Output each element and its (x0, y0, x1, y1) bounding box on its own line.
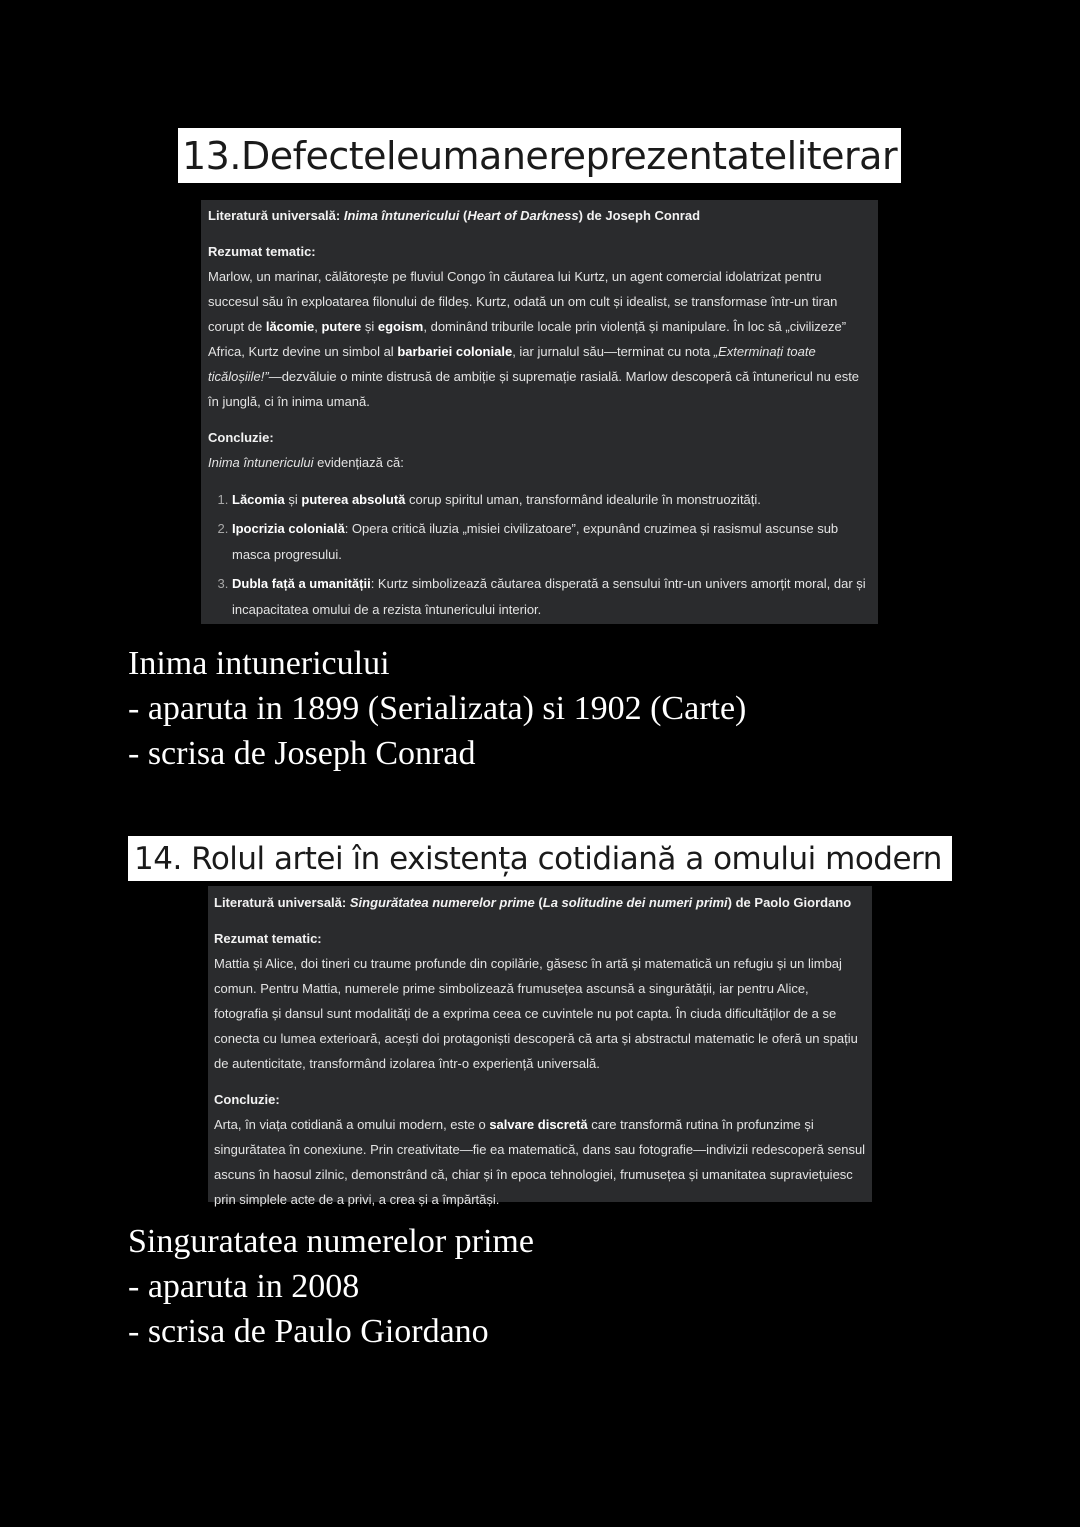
heading-word: cotidiană (537, 840, 676, 877)
conclusion-point: 1. Lăcomia și puterea absolută corup spiritul uman, transformând idealurile în monstruozități. (232, 487, 871, 513)
section-13-summary-card (201, 200, 878, 624)
summary-label: Rezumat tematic: (214, 931, 322, 946)
heading-word: existența (389, 840, 529, 877)
conclusion-intro: Inima întunericului evidențiază că: (208, 455, 404, 470)
note-title: Inima intunericului (128, 645, 390, 682)
section-13-handwritten-notes (128, 641, 746, 776)
heading-word: Defectele (240, 133, 419, 178)
card-title: Literatură universală: Singurătatea numerelor prime (La solitudine dei numeri primi) de Paolo Giordano (214, 895, 852, 910)
conclusion-label: Concluzie: (208, 430, 274, 445)
summary-text: Marlow, un marinar, călătorește pe fluviul Congo în căutarea lui Kurtz, un agent comercial idolatrizat pentru succesul său în exploatarea filonului de fildeș. Kurtz, odată un om cult și idealist, se transformase într-un tiran corupt de lăcomie, putere și egoism, dominând triburile locale prin violență și manipulare. În loc să „civilizeze” Africa, Kurtz devine un simbol al barbariei coloniale, iar jurnalul său—terminat cu nota „Exterminați toate ticăloșiile!”—dezvăluie o minte distrusă de ambiție și supremație rasială. Marlow descoperă că întunericul nu este în junglă, ci în inima umană. (208, 269, 860, 409)
heading-word: omului (713, 840, 816, 877)
note-line: - aparuta in 1899 (Serializata) si 1902 (Carte) (128, 690, 747, 727)
conclusion-point: 2. Ipocrizia colonială: Opera critică iluzia „misiei civilizatoare”, expunând cruzimea și rasismul ascunse sub masca progresului. (232, 516, 871, 568)
conclusion-text: Arta, în viața cotidiană a omului modern, este o salvare discretă care transformă rutina în profunzime și singurătatea în conexiune. Prin creativitate—fie ea matematică, dans sau fotografie—indivizii redescoperă sensul ascuns în haosul zilnic, demonstrând că, chiar și în epoca tehnologiei, frumusețea și umanitatea supraviețuiesc prin simplele acte de a privi, a crea și a împărtăși. (214, 1117, 866, 1207)
summary-text: Mattia și Alice, doi tineri cu traume profunde din copilărie, găsesc în artă și matematică un refugiu și un limbaj comun. Pentru Mattia, numerele prime simbolizează frumusețea ascunsă a singurătății, iar pentru Alice, fotografia și dansul sunt modalități de a exprima ceea ce cuvintele nu pot capta. În ciuda dificultăților de a se conecta cu lumea exterioară, acești doi protagoniști descoperă că arta și abstractul matematic le oferă un spațiu de autenticitate, transformând izolarea într-o experiență universală. (214, 956, 858, 1071)
heading-number: 14. (134, 840, 182, 877)
note-line: - scrisa de Paulo Giordano (128, 1313, 489, 1350)
note-line: - scrisa de Joseph Conrad (128, 735, 476, 772)
note-title: Singuratatea numerelor prime (128, 1223, 534, 1260)
work-title-original: La solitudine dei numeri primi (542, 895, 728, 910)
section-14-summary-card (208, 886, 872, 1207)
card-title: Literatură universală: Inima întunericului (Heart of Darkness) de Joseph Conrad (208, 208, 701, 223)
summary-label: Rezumat tematic: (208, 244, 316, 259)
heading-word: a (685, 840, 704, 877)
section-14-handwritten-notes (128, 1219, 534, 1354)
heading-word: în (352, 840, 380, 877)
conclusion-point: 3. Dubla față a umanității: Kurtz simbolizează căutarea disperată a sensului într-un univers amorțit moral, dar și incapacitatea omului de a rezista întunericului interior. (232, 571, 871, 623)
section-14-heading (128, 836, 952, 881)
heading-word: umane (418, 133, 549, 178)
conclusion-points (208, 487, 871, 623)
heading-word: artei (274, 840, 344, 877)
heading-word: modern (825, 840, 942, 877)
heading-word: Rolul (191, 840, 265, 877)
work-title-ro: Inima întunericului (343, 208, 460, 223)
work-title-ro: Singurătatea numerelor prime (349, 895, 535, 910)
conclusion-label: Concluzie: (214, 1092, 280, 1107)
heading-number: 13. (182, 133, 241, 178)
heading-word: reprezentate (548, 133, 787, 178)
heading-word: literar (786, 133, 898, 178)
note-line: - aparuta in 2008 (128, 1268, 360, 1305)
work-title-original: Heart of Darkness (467, 208, 579, 223)
section-13-heading (178, 128, 901, 183)
